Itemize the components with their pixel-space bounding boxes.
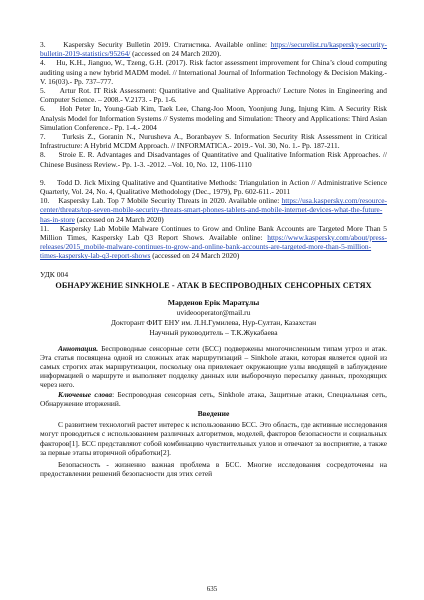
reference-item: 10. Kaspersky Lab. Top 7 Mobile Security Threats in 2020. Available online: https://usa.kaspersky.com/resource-center/threats/top-seven-mobile-security-threats-smart-phones-tablets-and-mobile-internet-devices-what-the-future-has-in-store (accessed on 24 March 2020) [40, 196, 387, 224]
article-title: ОБНАРУЖЕНИЕ SINKHOLE - АТАК В БЕСПРОВОДНЫХ СЕНСОРНЫХ СЕТЯХ [55, 280, 372, 290]
body-paragraph: Безопасность - жизненно важная проблема в БСС. Многие исследования сосредоточены на предоставлении решений безопасности для этих сетей [40, 459, 387, 479]
spacer [40, 169, 387, 178]
reference-item: 3. Kaspersky Security Bulletin 2019. Статистика. Available online: https://securelist.ru/kaspersky-security-bulletin-2019-statistics/95264/ (accessed on 24 March 2020). [40, 40, 387, 59]
keywords-label: Ключевые слова [58, 389, 113, 399]
keywords [40, 390, 387, 408]
reference-item: 11. Kaspersky Lab Mobile Malware Continues to Grow and Online Bank Accounts are Targeted More Than 5 Million Times, Kaspersky Lab Q3 Report Shows. Available online: https://www.kaspersky.com/about/press-releases/2015_mobile-malware-continues-to-grow-and-online-bank-accounts-are-targeted-more-than-5-million-times-kaspersky-lab-q3-report-shows (accessed on 24 March 2020) [40, 223, 387, 261]
reference-item: 7. Turksis Z., Goranin N., Nurusheva A., Boranbayev S. Information Security Risk Assessment in Critical Infrastructure: A Hybrid MCDM Approach. // INFORMATICA.- 2019.- Vol. 30, No. 1.- Pp. 187-211. [40, 132, 387, 151]
reference-link[interactable]: https://www.kaspersky.com/about/press-releases/2015_mobile-malware-continues-to-grow-and-online-bank-accounts-are-targeted-more-than-5-million-times-kaspersky-lab-q3-report-shows [40, 233, 387, 261]
body-paragraph: С развитием технологий растет интерес к использованию БСС. Это область, где активные исследования могут проводиться с использованием различных алгоритмов, моделей, факторов безопасности и социальных факторов[1]. БСС представляют собой комбинацию чувствительных узлов и отвечают за восприятие, а также за первые этапы вторичной обработки[2]. [40, 420, 387, 457]
reference-link[interactable]: https://usa.kaspersky.com/resource-center/threats/top-seven-mobile-security-threats-smart-phones-tablets-and-mobile-internet-devices-what-the-future-has-in-store [40, 196, 387, 224]
reference-item: 4. Hu, K.H., Jianguo, W., Tzeng, G.H. (2017). Risk factor assessment improvement for China’s cloud computing auditing using a new hybrid MADM model. // International Journal of Information Technology & Decision Making.- V. 16(03).- Pp. 737–777. [40, 58, 387, 86]
abstract-text: Беспроводные сенсорные сети (БСС) подвержены многочисленным типам угроз и атак. Эта статья посвящена одной из сложных атак маршрутизаций – Sinkhole атаки, которая является одной из самых строгих атак маршрутизации, поскольку она привлекает окружающие узлы вводящей в заблуждение информацией о маршруте и выполняет подделку данных или выборочную пересылку данных, проходящих через него. [40, 343, 387, 390]
reference-list [40, 40, 387, 261]
author-affiliation: Докторант ФИТ ЕНУ им. Л.Н.Гумилева, Нур-Султан, Казахстан [110, 317, 317, 327]
reference-link[interactable]: https://securelist.ru/kaspersky-security-bulletin-2019-statistics/95264/ [40, 40, 387, 59]
author-email: uvideooperator@mail.ru [176, 307, 251, 317]
reference-item: 9. Todd D. Jick Mixing Qualitative and Quantitative Methods: Triangulation in Action // Administrative Science Quarterly, Vol. 24, No. 4, Qualitative Methodology (Dec., 1979), Pp. 602-611.- 2011 [40, 177, 387, 197]
abstract [40, 344, 387, 390]
section-heading-introduction: Введение [197, 409, 230, 419]
reference-item: 8. Stroie E. R. Advantages and Disadvantages of Quantitative and Qualitative Information Risk Approaches. // Chinese Business Review.- Pp. 1-3. -2012. –Vol. 10, No. 12, 1106-1110 [40, 150, 387, 169]
keywords-text: : Беспроводная сенсорная сеть, Sinkhole атака, Защитные атаки, Специальная сеть, Обнаружение вторжений. [40, 389, 387, 408]
supervisor: Научный руководитель – Т.К.Жукабаева [149, 327, 278, 337]
reference-item: 5. Artur Rot. IT Risk Assessment: Quantitative and Qualitative Approach// Lecture Notes in Engineering and Computer Science. – 2008.- V.2173. - Pp. 1-6. [40, 86, 387, 105]
reference-item: 6. Hoh Peter In, Young-Gab Kim, Taek Lee, Chang-Joo Moon, Yoonjung Jung, Injung Kim. A Security Risk Analysis Model for Information Systems // Systems modeling and Simulation: Theory and Applications: Third Asian Simulation Conference.- Pp. 1-4.- 2004 [40, 104, 387, 132]
udc-code: УДК 004 [40, 269, 69, 279]
page-number: 635 [206, 585, 218, 593]
author-name: Марденов Ерiк Маратұлы [167, 297, 260, 307]
abstract-label: Аннотация. [58, 343, 99, 353]
